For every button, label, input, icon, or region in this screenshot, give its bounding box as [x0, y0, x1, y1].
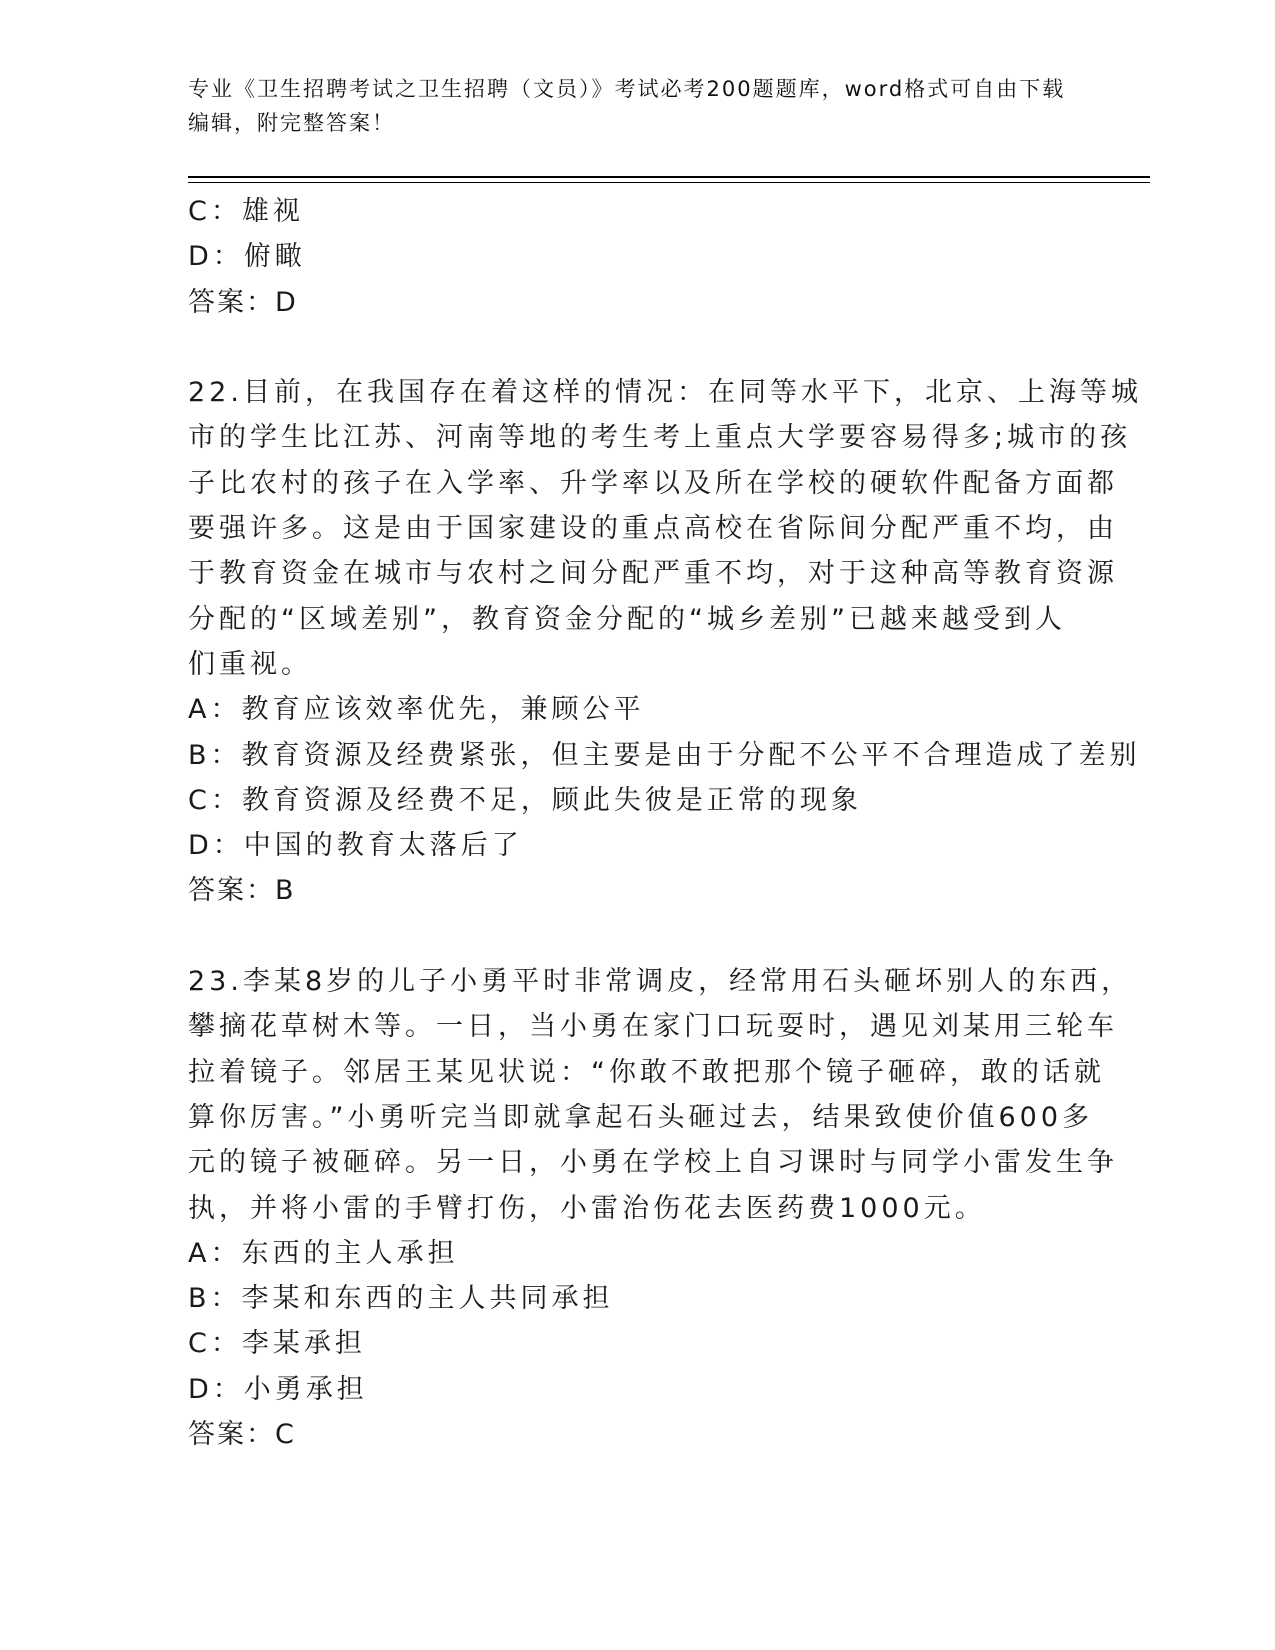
q23-stem-line-3: 拉着镜子。邻居王某见状说：“你敢不敢把那个镜子砸碎，敢的话就 — [188, 1056, 1105, 1088]
q23-option-b: B：李某和东西的主人共同承担 — [188, 1283, 614, 1315]
q23-option-a: A：东西的主人承担 — [188, 1237, 459, 1269]
q22-stem-line-3: 子比农村的孩子在入学率、升学率以及所在学校的硬软件配备方面都 — [188, 467, 1118, 499]
document-body — [188, 189, 1142, 1457]
q22-option-d: D：中国的教育太落后了 — [188, 830, 523, 862]
q23-option-d: D：小勇承担 — [188, 1373, 368, 1405]
spacer — [188, 325, 1088, 370]
q23-stem-line-5: 元的镜子被砸碎。另一日，小勇在学校上自习课时与同学小雷发生争 — [188, 1147, 1118, 1179]
header-rule-thin — [188, 182, 1150, 183]
q22-option-a: A：教育应该效率优先，兼顾公平 — [188, 694, 645, 726]
q22-answer: 答案：B — [188, 875, 296, 907]
header-rule-thick — [188, 176, 1150, 178]
document-header: 专业《卫生招聘考试之卫生招聘（文员）》考试必考200题题库，word格式可自由下载编辑，附完整答案！ — [188, 77, 1066, 135]
q23-answer: 答案：C — [188, 1419, 296, 1451]
q22-stem-line-1: 22.目前，在我国存在着这样的情况：在同等水平下，北京、上海等城 — [188, 377, 1142, 409]
q23-stem-line-1: 23.李某8岁的儿子小勇平时非常调皮，经常用石头砸坏别人的东西， — [188, 966, 1133, 998]
q22-stem-line-7: 们重视。 — [188, 648, 312, 680]
q23-stem-line-6: 执，并将小雷的手臂打伤，小雷治伤花去医药费1000元。 — [188, 1192, 986, 1224]
q23-stem-line-2: 攀摘花草树木等。一日，当小勇在家门口玩耍时，遇见刘某用三轮车 — [188, 1011, 1118, 1043]
q21-option-d: D：俯瞰 — [188, 241, 306, 273]
q22-stem-line-2: 市的学生比江苏、河南等地的考生考上重点大学要容易得多;城市的孩 — [188, 422, 1132, 454]
q22-stem-line-4: 要强许多。这是由于国家建设的重点高校在省际间分配严重不均，由 — [188, 513, 1118, 545]
q23-stem-line-4: 算你厉害。”小勇听完当即就拿起石头砸过去，结果致使价值600多 — [188, 1101, 1094, 1133]
spacer — [188, 914, 1088, 959]
q23-option-c: C：李某承担 — [188, 1328, 366, 1360]
q21-option-c: C：雄视 — [188, 196, 304, 227]
q22-stem-line-5: 于教育资金在城市与农村之间分配严重不均，对于这种高等教育资源 — [188, 558, 1118, 590]
q22-stem-line-6: 分配的“区域差别”，教育资金分配的“城乡差别”已越来越受到人 — [188, 603, 1066, 635]
q22-option-c: C：教育资源及经费不足，顾此失彼是正常的现象 — [188, 784, 862, 816]
q22-option-b: B：教育资源及经费紧张，但主要是由于分配不公平不合理造成了差别 — [188, 739, 1141, 771]
q21-answer: 答案：D — [188, 286, 298, 318]
